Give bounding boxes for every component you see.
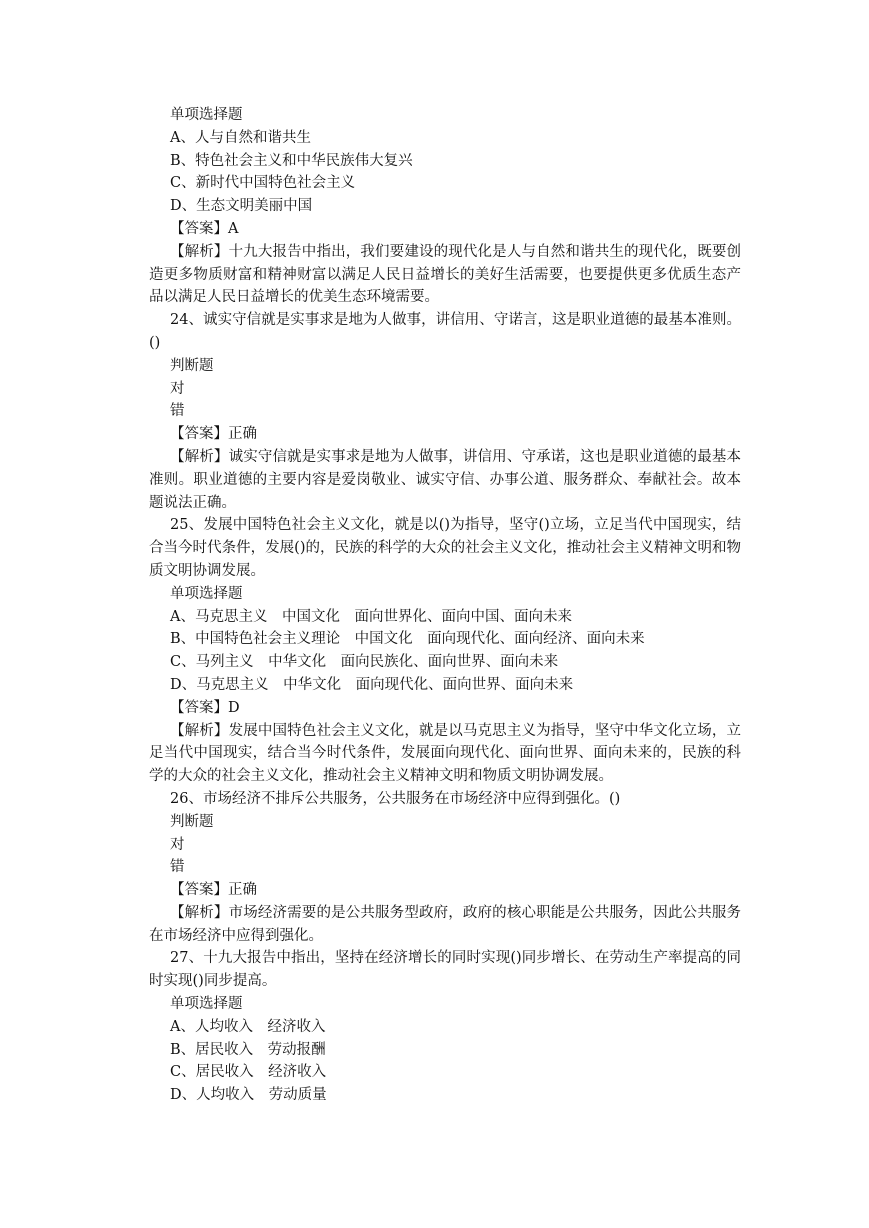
option-false: 错: [170, 859, 185, 876]
option-a: A、人与自然和谐共生: [170, 129, 311, 146]
analysis: 【解析】发展中国特色社会主义文化，就是以马克思主义为指导，坚守中华文化立场，立足当代中国现实，结合当今时代条件，发展面向现代化、面向世界、面向未来的，民族的科学的大众的社会主义文化，推动社会主义精神文明和物质文明协调发展。: [149, 722, 741, 785]
option-c: C、马列主义 中华文化 面向民族化、面向世界、面向未来: [170, 654, 559, 671]
question-26: [149, 788, 741, 948]
answer: 【答案】正确: [170, 882, 257, 899]
option-c: C、新时代中国特色社会主义: [170, 175, 356, 192]
question-27: [149, 947, 741, 1107]
question-list: [149, 104, 741, 1107]
question-23: [149, 104, 741, 309]
option-d: D、马克思主义 中华文化 面向现代化、面向世界、面向未来: [170, 676, 574, 693]
question-type: 判断题: [170, 357, 214, 374]
option-b: B、特色社会主义和中华民族伟大复兴: [170, 152, 413, 169]
option-true: 对: [170, 380, 185, 397]
option-d: D、人均收入 劳动质量: [170, 1087, 327, 1104]
question-24: [149, 309, 741, 514]
question-stem: 26、市场经济不排斥公共服务，公共服务在市场经济中应得到强化。(): [170, 790, 621, 807]
option-a: A、人均收入 经济收入: [170, 1018, 326, 1035]
question-type: 判断题: [170, 813, 214, 830]
question-25: [149, 514, 741, 788]
question-type: 单项选择题: [170, 996, 243, 1013]
analysis: 【解析】市场经济需要的是公共服务型政府，政府的核心职能是公共服务，因此公共服务在市场经济中应得到强化。: [149, 904, 741, 944]
option-c: C、居民收入 经济收入: [170, 1064, 327, 1081]
question-type: 单项选择题: [170, 585, 243, 602]
option-b: B、居民收入 劳动报酬: [170, 1041, 326, 1058]
answer: 【答案】D: [170, 699, 240, 716]
answer: 【答案】A: [170, 220, 239, 237]
option-d: D、生态文明美丽中国: [170, 198, 313, 215]
question-stem: 25、发展中国特色社会主义文化，就是以()为指导，坚守()立场，立足当代中国现实，结合当今时代条件，发展()的，民族的科学的大众的社会主义文化，推动社会主义精神文明和物质文明协调发展。: [149, 517, 741, 579]
option-a: A、马克思主义 中国文化 面向世界化、面向中国、面向未来: [170, 608, 572, 625]
question-type: 单项选择题: [170, 107, 243, 123]
option-false: 错: [170, 403, 185, 420]
analysis: 【解析】十九大报告中指出，我们要建设的现代化是人与自然和谐共生的现代化，既要创造更多物质财富和精神财富以满足人民日益增长的美好生活需要，也要提供更多优质生态产品以满足人民日益增长的优美生态环境需要。: [149, 243, 741, 306]
option-true: 对: [170, 836, 185, 853]
question-stem: 24、诚实守信就是实事求是地为人做事，讲信用、守诺言，这是职业道德的最基本准则。(): [149, 312, 741, 351]
option-b: B、中国特色社会主义理论 中国文化 面向现代化、面向经济、面向未来: [170, 631, 645, 648]
analysis: 【解析】诚实守信就是实事求是地为人做事，讲信用、守承诺，这也是职业道德的最基本准则。职业道德的主要内容是爱岗敬业、诚实守信、办事公道、服务群众、奉献社会。故本题说法正确。: [149, 448, 741, 511]
question-stem: 27、十九大报告中指出，坚持在经济增长的同时实现()同步增长、在劳动生产率提高的同时实现()同步提高。: [149, 950, 741, 990]
answer: 【答案】正确: [170, 426, 257, 443]
